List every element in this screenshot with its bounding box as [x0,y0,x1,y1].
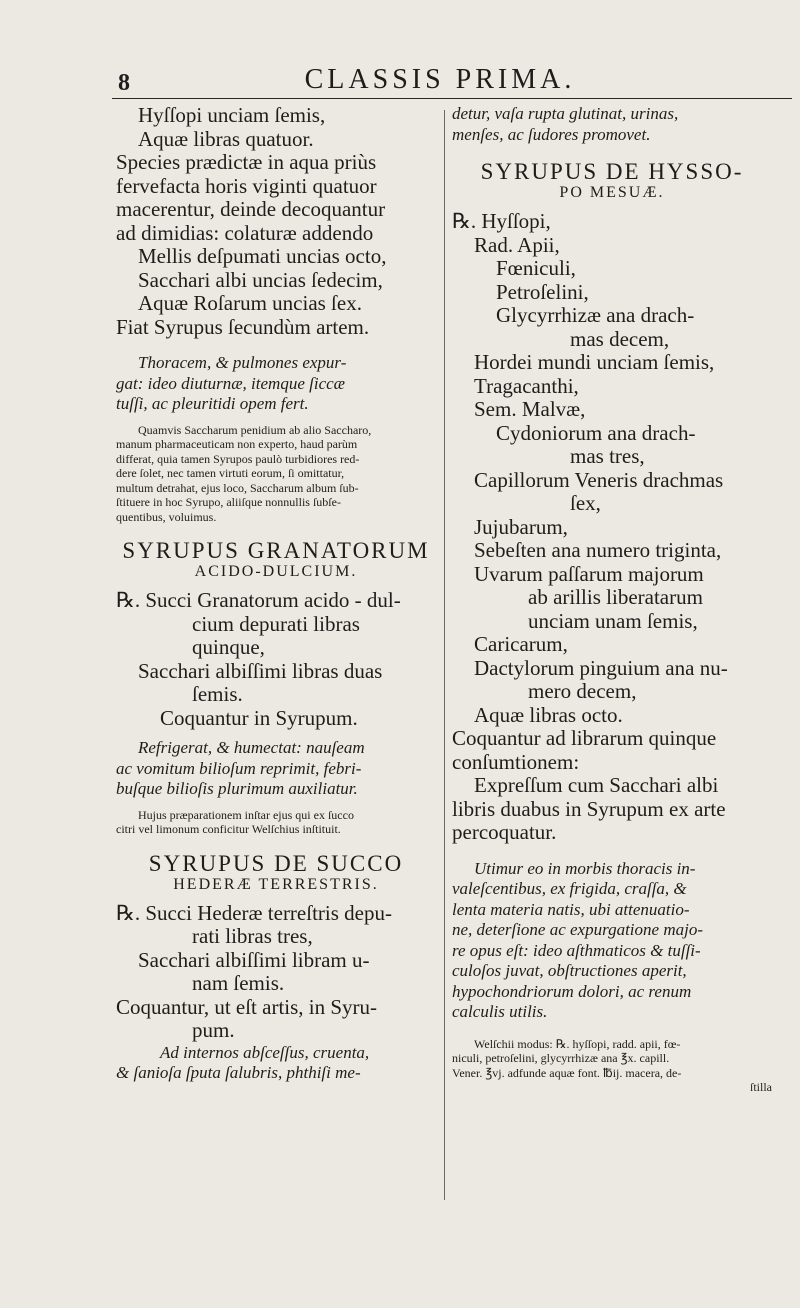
italic-commentary-line: re opus eſt: ideo aſthmaticos & tuſſi- [452,940,701,960]
left-column [116,104,436,1084]
text-line: Coquantur in Syrupum. [160,705,358,730]
text-line: ab arillis liberatarum [528,585,703,609]
spacer [116,837,436,851]
text-line: nam ſemis. [192,971,285,995]
text-line: Glycyrrhizæ ana drach- [496,303,695,327]
text-line: Sacchari albi uncias ſedecim, [138,267,383,292]
text-line: fervefacta horis viginti quatuor [116,173,377,198]
column-divider [444,110,445,1200]
text-line: mas tres, [570,444,645,468]
text-line: Tragacanthi, [474,373,579,398]
italic-commentary-line: buſque bilioſis plurimum auxiliatur. [116,779,358,798]
spacer [116,730,436,738]
italic-commentary-line: Ad internos abſceſſus, cruenta, [160,1042,370,1062]
italic-commentary-line: detur, vaſa rupta glutinat, urinas, [452,104,679,123]
section-subheading: PO MESUÆ. [559,184,665,201]
footnote-line: Hujus præparationem inſtar ejus qui ex ſucco [138,807,354,822]
text-line: mas decem, [570,326,670,351]
text-line: Caricarum, [474,632,568,656]
italic-commentary-line: culoſos juvat, obſtructiones aperit, [452,961,687,980]
text-line: libris duabus in Syrupum ex arte [452,796,726,821]
text-line: Hordei mundi unciam ſemis, [474,350,715,374]
text-line: Aquæ libras quatuor. [138,126,314,151]
italic-commentary-line: tuſſi, ac pleuritidi opem fert. [116,394,309,413]
footnote-line: manum pharmaceuticam non experto, haud parùm [116,437,358,451]
text-line: ſex, [570,491,601,515]
text-line: Uvarum paſſarum majorum [474,561,704,586]
section-subheading: HEDERÆ TERRESTRIS. [173,875,379,893]
text-line: Rad. Apii, [474,232,560,257]
italic-commentary-line: Thoracem, & pulmones expur- [138,353,347,372]
text-line: percoquatur. [452,820,557,844]
footnote-line: Quamvis Saccharum penidium ab alio Saccharo, [138,422,372,437]
text-line: Sebeſten ana numero triginta, [474,538,722,562]
italic-commentary-line: gat: ideo diuturnæ, itemque ſiccæ [116,373,345,393]
text-line: Aquæ Roſarum uncias ſex. [138,291,362,315]
text-line: Species prædictæ in aqua priùs [116,150,377,174]
footnote-line: niculi, petroſelini, glycyrrhizæ ana ℥x. capill. [452,1051,670,1065]
spacer [116,524,436,538]
spacer [116,339,436,353]
text-line: cium depurati libras [192,611,360,636]
footnote-line: ſtilla [750,1080,772,1094]
text-line: Hyſſopi unciam ſemis, [138,103,326,127]
text-line: ſemis. [192,682,243,706]
text-line: Capillorum Veneris drachmas [474,467,724,492]
text-line: Jujubarum, [474,514,568,539]
italic-commentary-line: ne, deterſione ac expurgatione majo- [452,920,703,939]
text-line: unciam unam ſemis, [528,608,698,633]
footnote-line: multum detrahat, ejus loco, Saccharum album ſub- [116,480,359,495]
footnote-line: Welſchii modus: ℞. hyſſopi, radd. apii, fœ- [474,1036,681,1051]
italic-commentary-line: & ſanioſa ſputa ſalubris, phthiſi me- [116,1063,361,1082]
footnote-line: Vener. ℥vj. adfunde aquæ font. ℔ij. macera, de- [452,1065,682,1080]
text-line: rati libras tres, [192,924,313,948]
section-heading: SYRUPUS DE HYSSO- [480,159,744,184]
text-line: Coquantur ad librarum quinque [452,726,717,750]
spacer [116,415,436,423]
right-column [452,104,772,1095]
page-number: 8 [118,70,130,96]
text-line: Coquantur, ut eſt artis, in Syru- [116,994,378,1019]
italic-commentary-line: ac vomitum bilioſum reprimit, febri- [116,758,362,778]
footnote-line: citri vel limonum conficitur Welſchius inſtituit. [116,822,341,836]
text-line: Sem. Malvæ, [474,397,586,421]
italic-commentary-line: valeſcentibus, ex frigida, craſſa, & [452,879,687,898]
text-line: Cydoniorum ana drach- [496,420,696,445]
text-line: Petroſelini, [496,279,589,304]
italic-commentary-line: calculis utilis. [452,1002,548,1021]
italic-commentary-line: hypochondriorum dolori, ac renum [452,981,692,1001]
spacer [452,845,772,859]
footnote-line: ſtituere in hoc Syrupo, aliiſque nonnullis ſubſe- [116,495,341,509]
text-line: Sacchari albiſſimi libras duas [138,658,383,683]
footnote-line: dere ſolet, nec tamen virtuti eorum, ſi omittatur, [116,466,345,480]
italic-commentary-line: Refrigerat, & humectat: nauſeam [138,738,365,757]
text-line: quinque, [192,635,265,659]
spacer [116,800,436,808]
running-head: CLASSIS PRIMA. [304,64,576,95]
text-line: conſumtionem: [452,749,580,774]
text-line: macerentur, deinde decoquantur [116,197,386,221]
italic-commentary-line: Utimur eo in morbis thoracis in- [474,858,696,878]
text-line: mero decem, [528,679,637,703]
header-rule [112,98,792,99]
section-subheading: ACIDO-DULCIUM. [194,563,358,580]
text-line: ad dimidias: colaturæ addendo [116,220,374,245]
text-line: Aquæ libras octo. [474,702,623,727]
text-line: pum. [192,1018,235,1042]
text-line: Fœniculi, [496,256,576,280]
text-line: ℞. Hyſſopi, [452,209,551,233]
italic-commentary-line: menſes, ac ſudores promovet. [452,124,651,144]
text-line: ℞. Succi Granatorum acido - dul- [116,588,401,612]
footnote-line: differat, quia tamen Syrupos paulò turbidiores red- [116,451,360,466]
text-line: Expreſſum cum Sacchari albi [474,773,719,797]
footnote-line: quentibus, voluimus. [116,509,217,524]
text-line: Dactylorum pinguium ana nu- [474,655,728,680]
spacer [452,1023,772,1037]
text-line: Mellis deſpumati uncias octo, [138,244,387,268]
text-line: Fiat Syrupus ſecundùm artem. [116,314,370,339]
section-heading: SYRUPUS GRANATORUM [122,538,430,563]
text-line: Sacchari albiſſimi libram u- [138,947,370,972]
section-heading: SYRUPUS DE SUCCO [148,850,404,876]
spacer [452,145,772,159]
italic-commentary-line: lenta materia natis, ubi attenuatio- [452,899,690,919]
text-line: ℞. Succi Hederæ terreſtris depu- [116,900,392,925]
